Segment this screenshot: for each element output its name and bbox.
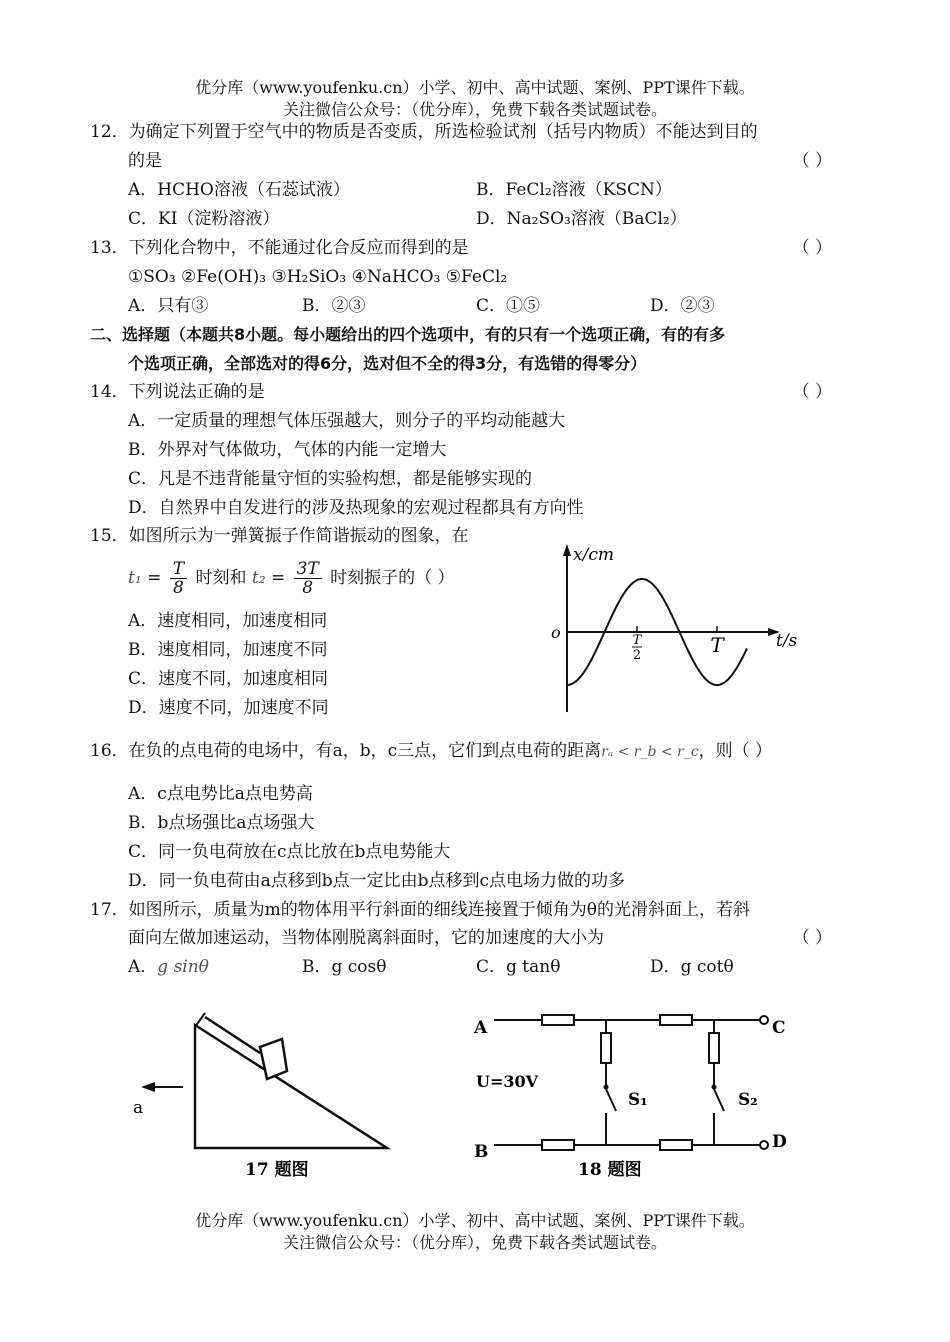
q16-option-c: C．同一负电荷放在c点比放在b点电势能大 <box>128 842 451 862</box>
q17-option-d: D．g cotθ <box>650 957 734 977</box>
q12-option-d: D．Na₂SO₃溶液（BaCl₂） <box>476 209 687 229</box>
q15-option-c: C．速度不同，加速度相同 <box>128 669 329 689</box>
fig18-node-D <box>760 1141 768 1149</box>
fig17-block <box>260 1039 287 1079</box>
q15-stem-1: 15．如图所示为一弹簧振子作简谐振动的图象，在 <box>90 526 469 546</box>
fig17-incline <box>195 1025 387 1148</box>
fig18-caption: 18 题图 <box>578 1160 642 1180</box>
fig17-wall-post <box>195 1013 205 1027</box>
fig18-resistor-bottom-1 <box>542 1140 574 1150</box>
q16-option-b: B．b点场强比a点场强大 <box>128 813 315 833</box>
fig18-terminal-C: C <box>772 1018 786 1038</box>
q15-frac1-den: 8 <box>172 578 184 598</box>
graph-x-label: t/s <box>776 631 798 651</box>
section2-heading-2: 个选项正确，全部选对的得6分，选对但不全的得3分，有选错的得零分） <box>128 354 647 373</box>
q12-answer-paren: （ ） <box>792 151 832 171</box>
q15-mid-text: 时刻和 <box>195 568 247 588</box>
q16-stem-text: 16．在负的点电荷的电场中，有a，b，c三点，它们到点电荷的距离 <box>90 741 602 761</box>
q17-answer-paren: （ ） <box>792 928 832 948</box>
fig18-label-S1: S₁ <box>628 1090 648 1110</box>
q13-answer-paren: （ ） <box>792 238 832 258</box>
fig17-accel-arrowhead <box>141 1082 155 1092</box>
q16-inequality: rₐ < r_b < r_c <box>601 744 699 760</box>
q17-stem-1: 17．如图所示，质量为m的物体用平行斜面的细线连接置于倾角为θ的光滑斜面上，若斜 <box>90 900 750 920</box>
fig18-switch-S2 <box>714 1089 724 1111</box>
q15-t2: t₂ <box>251 568 266 588</box>
graph-y-label: x/cm <box>573 545 614 565</box>
q13-option-c: C．①⑤ <box>476 296 541 316</box>
q15-eq-2: = <box>270 568 286 588</box>
q15-eq-1: = <box>147 568 162 588</box>
q15-fraction-2 <box>294 560 322 597</box>
q12-option-b: B．FeCl₂溶液（KSCN） <box>476 180 672 200</box>
fig18-resistor-top-2 <box>660 1015 692 1025</box>
fig18-terminal-A: A <box>474 1018 488 1038</box>
q17-option-a-value: g sinθ <box>157 957 209 977</box>
graph-T-label: T <box>710 633 724 657</box>
q14-option-c: C．凡是不违背能量守恒的实验构想，都是能够实现的 <box>128 469 533 489</box>
fig18-switch1-contact <box>604 1085 609 1090</box>
fig18-terminal-B: B <box>474 1142 489 1162</box>
q15-stem-2 <box>128 558 455 598</box>
q16-option-a: A．c点电势比a点电势高 <box>128 784 313 804</box>
q16-stem <box>90 738 772 765</box>
q12-option-c: C．KI（淀粉溶液） <box>128 209 280 229</box>
footer-line-2: 关注微信公众号：（优分库），免费下载各类试题试卷。 <box>282 1233 667 1252</box>
fig18-label-S2: S₂ <box>738 1090 758 1110</box>
q16-stem-tail: ，则（ ） <box>698 741 772 761</box>
q17-option-c: C．g tanθ <box>476 957 561 977</box>
q17-option-b: B．g cosθ <box>302 957 387 977</box>
fig18-voltage-label: U=30V <box>476 1072 539 1091</box>
q15-option-b: B．速度相同，加速度不同 <box>128 640 328 660</box>
fig18-switch-S1 <box>606 1089 616 1111</box>
header-line-2: 关注微信公众号：（优分库），免费下载各类试题试卷。 <box>282 100 667 119</box>
footer-line-1: 优分库（www.youfenku.cn）小学、初中、高中试题、案例、PPT课件下载。 <box>195 1211 755 1230</box>
q15-end-text: 时刻振子的（ ） <box>330 568 455 588</box>
fig18-resistor-branch-2 <box>709 1033 719 1063</box>
q17-option-a-label: A． <box>128 957 158 977</box>
fig17-accel-label: a <box>133 1098 144 1118</box>
header-line-1: 优分库（www.youfenku.cn）小学、初中、高中试题、案例、PPT课件下载。 <box>195 78 755 97</box>
graph-half-num: T <box>632 633 642 648</box>
q15-option-a: A．速度相同，加速度相同 <box>128 611 328 631</box>
fig18-resistor-branch-1 <box>601 1033 611 1063</box>
section2-heading-1: 二、选择题（本题共8小题。每小题给出的四个选项中，有的只有一个选项正确，有的有多 <box>90 325 726 344</box>
fig17-caption: 17 题图 <box>245 1160 309 1180</box>
fig18-node-C <box>760 1016 768 1024</box>
q14-option-d: D．自然界中自发进行的涉及热现象的宏观过程都具有方向性 <box>128 498 584 518</box>
q16-option-d: D．同一负电荷由a点移到b点一定比由b点移到c点电场力做的功多 <box>128 871 626 891</box>
q14-stem: 14．下列说法正确的是 <box>90 382 265 402</box>
q12-stem-2: 的是 <box>128 151 162 171</box>
fig18-switch2-contact <box>712 1085 717 1090</box>
q13-compound-list: ①SO₃ ②Fe(OH)₃ ③H₂SiO₃ ④NaHCO₃ ⑤FeCl₂ <box>128 267 508 287</box>
q13-option-b: B．②③ <box>302 296 366 316</box>
q13-option-a: A．只有③ <box>128 296 209 316</box>
fig18-circuit-diagram <box>470 1005 800 1185</box>
fig18-resistor-top-1 <box>542 1015 574 1025</box>
q14-option-a: A．一定质量的理想气体压强越大，则分子的平均动能越大 <box>128 411 566 431</box>
q12-stem-1: 12．为确定下列置于空气中的物质是否变质，所选检验试剂（括号内物质）不能达到目的 <box>90 122 758 142</box>
q15-frac2-den: 8 <box>302 578 314 598</box>
q15-frac1-num: T <box>170 560 187 579</box>
graph-y-arrow <box>563 544 571 556</box>
q14-answer-paren: （ ） <box>792 382 832 402</box>
q12-option-a: A．HCHO溶液（石蕊试液） <box>128 180 350 200</box>
q17-stem-2: 面向左做加速运动，当物体刚脱离斜面时，它的加速度的大小为 <box>128 928 604 948</box>
q15-frac2-num: 3T <box>294 560 322 579</box>
graph-origin-label: o <box>551 623 561 642</box>
graph-half-den: 2 <box>632 648 642 663</box>
q13-option-d: D．②③ <box>650 296 715 316</box>
q13-stem: 13．下列化合物中，不能通过化合反应而得到的是 <box>90 238 469 258</box>
q15-sine-graph <box>540 540 810 716</box>
fig18-resistor-bottom-2 <box>660 1140 692 1150</box>
q15-option-d: D．速度不同，加速度不同 <box>128 698 329 718</box>
q17-option-a <box>128 954 209 980</box>
q15-t1: t₁ <box>128 568 142 588</box>
q14-option-b: B．外界对气体做功，气体的内能一定增大 <box>128 440 447 460</box>
fig18-terminal-D: D <box>772 1132 787 1152</box>
fig17-incline-diagram <box>125 1005 405 1185</box>
q15-fraction-1 <box>170 560 187 597</box>
